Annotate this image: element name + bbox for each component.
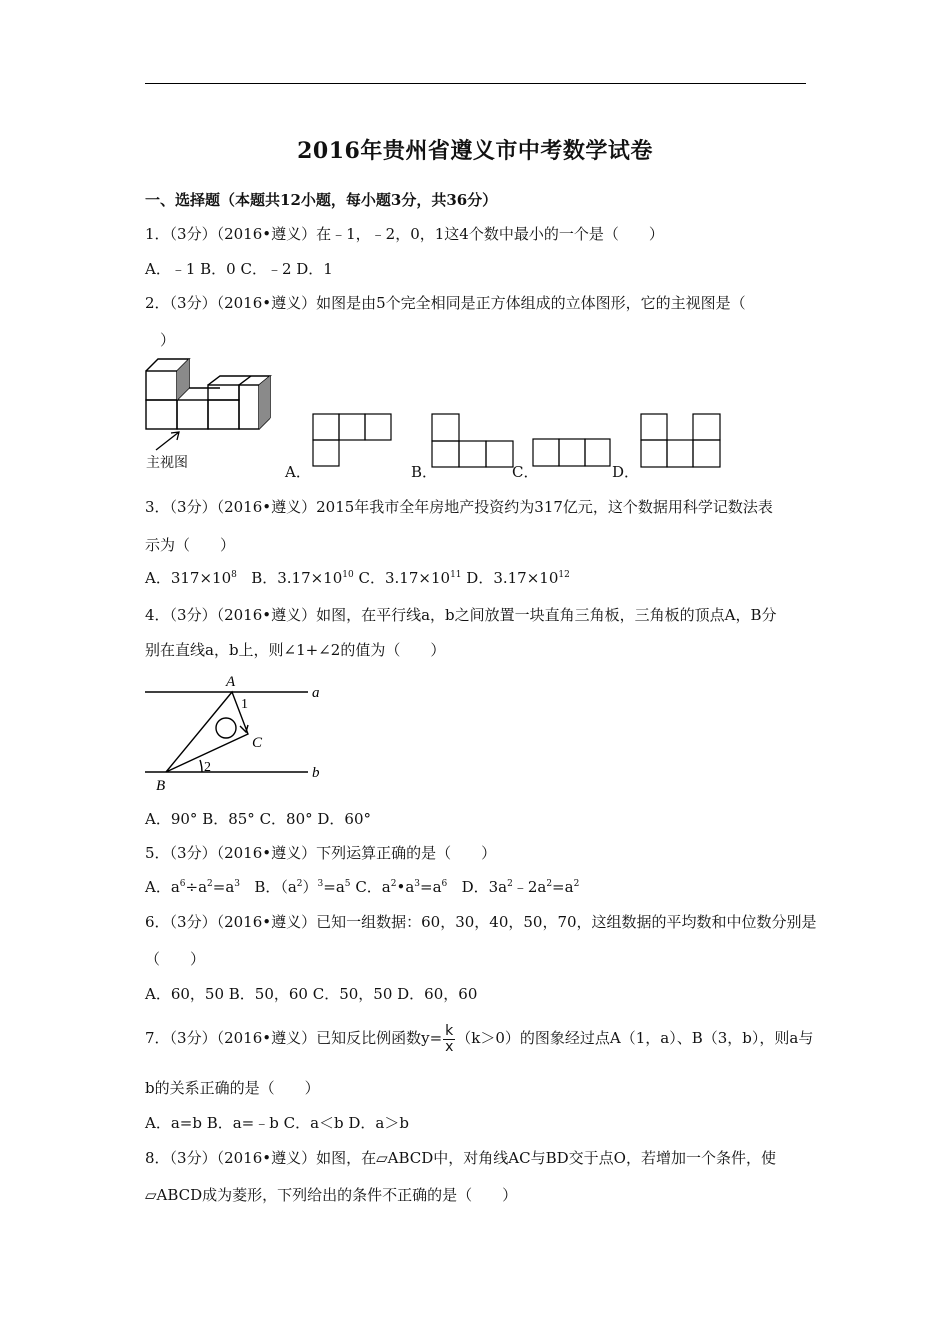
q4-figure: [140, 670, 340, 796]
q5-option-b: B．$(a^2)^3=a^5$: [254, 878, 351, 896]
q7-stem-cont: b的关系正确的是（ ）: [145, 1079, 320, 1097]
q7-fraction-denominator: x: [445, 1038, 454, 1055]
q5-option-c: C．$a^2•a^3=a^6$: [355, 878, 448, 896]
header-rule: [145, 83, 806, 84]
q4-label-A: A: [226, 674, 236, 690]
q3-option-d-base: 3.17×10: [493, 569, 559, 587]
q4-options: A．90° B．85° C．80° D．60°: [145, 810, 372, 828]
q3-option-a-label: A．: [145, 569, 171, 587]
q5-option-a: A．$a^6\div a^2=a^3$: [145, 878, 241, 896]
q5-options: [145, 877, 579, 897]
q3-option-a-exp: 8: [231, 570, 237, 580]
q3-stem-cont: 示为（ ）: [145, 536, 236, 554]
q4-stem: 4．（3分）（2016•遵义）如图，在平行线a，b之间放置一块直角三角板，三角板的顶点A，B分: [145, 606, 777, 624]
q5-stem: 5．（3分）（2016•遵义）下列运算正确的是（ ）: [145, 844, 497, 862]
q8-stem: 8．（3分）（2016•遵义）如图，在▱ABCD中，对角线AC与BD交于点O，若增加一个条件，使: [145, 1149, 776, 1167]
q2-figure-caption: 主视图: [146, 455, 188, 471]
q3-option-d-label: D．: [466, 569, 494, 587]
q1-stem: 1．（3分）（2016•遵义）在﹣1，﹣2，0，1这4个数中最小的一个是（ ）: [145, 225, 664, 243]
q3-options: [145, 568, 570, 588]
q7-stem: [145, 1021, 813, 1055]
q3-option-c-exp: 11: [450, 570, 462, 580]
q8-stem-cont: ▱ABCD成为菱形，下列给出的条件不正确的是（ ）: [145, 1186, 518, 1204]
q2-option-c-label: C．: [512, 463, 539, 481]
q2-stem-cont: ）: [160, 331, 176, 349]
q3-option-c-label: C．: [358, 569, 385, 587]
q1-options: A．﹣1 B．0 C．﹣2 D．1: [145, 260, 333, 278]
q2-option-d-figure: [640, 413, 722, 469]
q3-option-b-exp: 10: [342, 570, 354, 580]
q4-label-angle-1: 1: [241, 697, 248, 712]
q4-label-C: C: [252, 735, 263, 751]
q3-option-b-base: 3.17×10: [277, 569, 343, 587]
q2-option-a-label: A．: [285, 463, 311, 481]
q2-option-d-label: D．: [612, 463, 640, 481]
q7-stem-post: （k＞0）的图象经过点A（1，a）、B（3，b），则a与: [456, 1029, 814, 1047]
q2-3d-figure: [140, 356, 280, 466]
q7-fraction-numerator: k: [445, 1022, 454, 1039]
q4-label-angle-2: 2: [204, 760, 211, 775]
q3-option-c-base: 3.17×10: [385, 569, 451, 587]
q3-option-b-label: B．: [251, 569, 278, 587]
q7-fraction: [443, 1024, 455, 1055]
q2-option-b-figure: [431, 413, 515, 469]
q7-stem-pre: 7．（3分）（2016•遵义）已知反比例函数y=: [145, 1029, 443, 1047]
q6-stem: 6．（3分）（2016•遵义）已知一组数据：60，30，40，50，70，这组数据的平均数和中位数分别是: [145, 913, 817, 931]
q3-option-d-exp: 12: [558, 570, 570, 580]
page-title: 2016年贵州省遵义市中考数学试卷: [297, 138, 653, 164]
q5-option-d: D．$3a^2﹣2a^2=a^2$: [461, 878, 580, 896]
q2-option-c-figure: [532, 438, 612, 468]
q2-option-a-figure: [312, 413, 392, 469]
q3-option-a-base: 317×10: [170, 569, 232, 587]
q2-stem: 2．（3分）（2016•遵义）如图是由5个完全相同是正方体组成的立体图形，它的主视图是（: [145, 294, 746, 312]
q4-label-B: B: [156, 778, 166, 794]
q2-option-b-label: B．: [411, 463, 438, 481]
section-heading: 一、选择题（本题共12小题，每小题3分，共36分）: [145, 191, 498, 209]
q3-stem: 3．（3分）（2016•遵义）2015年我市全年房地产投资约为317亿元，这个数据用科学记数法表: [145, 498, 773, 516]
q6-stem-cont: （ ）: [145, 950, 206, 968]
q4-label-b: b: [312, 765, 320, 781]
q7-options: A．a=b B．a=﹣b C．a＜b D．a＞b: [145, 1114, 409, 1132]
q4-stem-cont: 别在直线a，b上，则∠1+∠2的值为（ ）: [145, 641, 446, 659]
q6-options: A．60，50 B．50，60 C．50，50 D．60，60: [145, 985, 478, 1003]
q4-label-a: a: [312, 685, 320, 701]
